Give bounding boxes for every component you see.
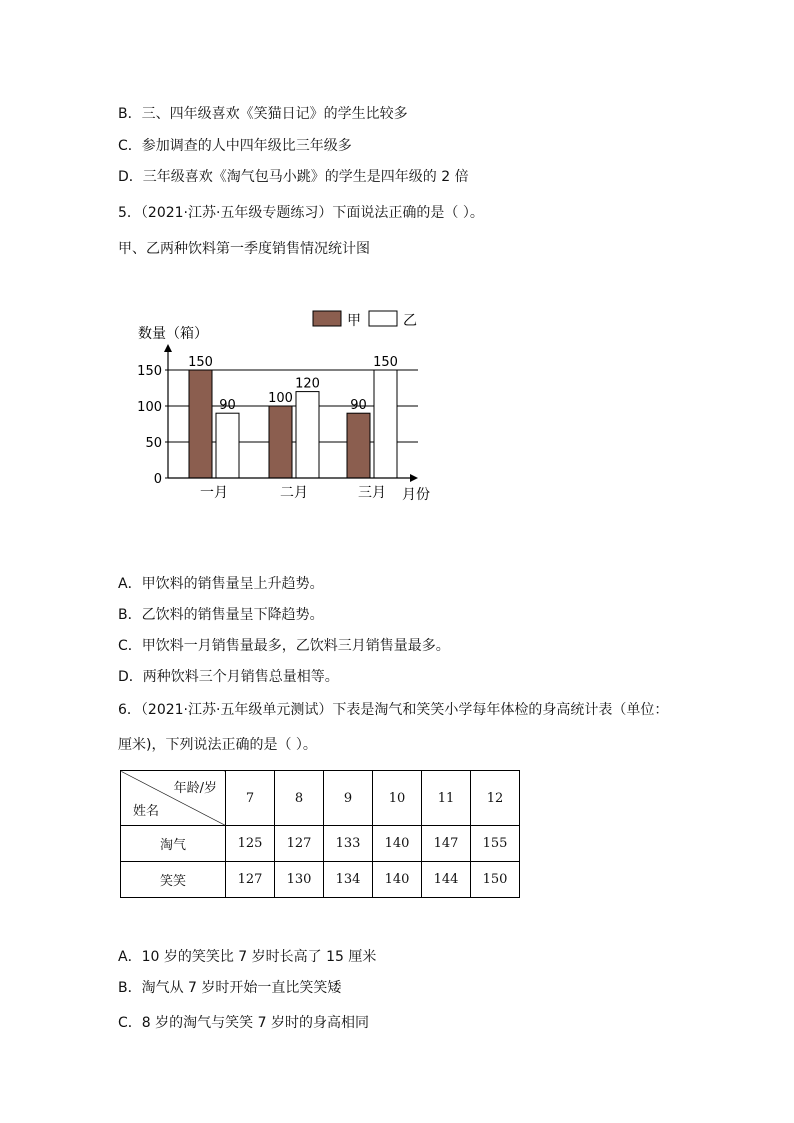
y-tick-label: 150 (137, 364, 162, 379)
value-cell: 144 (422, 862, 471, 898)
value-cell: 133 (324, 826, 373, 862)
name-cell: 笑笑 (121, 862, 226, 898)
bar (216, 413, 239, 478)
data-label: 150 (373, 355, 398, 370)
data-label: 120 (295, 376, 320, 392)
value-cell: 125 (226, 826, 275, 862)
value-cell: 127 (226, 862, 275, 898)
value-cell: 140 (373, 862, 422, 898)
data-label: 90 (350, 398, 367, 414)
data-label: 90 (219, 398, 236, 414)
value-cell: 147 (422, 826, 471, 862)
data-label: 150 (188, 355, 213, 370)
value-cell: 140 (373, 826, 422, 862)
y-axis-arrow (164, 344, 172, 352)
x-category-label: 二月 (280, 485, 308, 501)
table-row (121, 826, 520, 862)
option-c-prev: C．参加调查的人中四年级比三年级多 (118, 138, 352, 154)
question-6-stem-line2: 厘米)，下列说法正确的是（ ）。 (118, 737, 317, 753)
name-cell: 淘气 (121, 826, 226, 862)
table-header-row (121, 771, 520, 826)
x-category-label: 一月 (200, 485, 228, 501)
q5-option-d: D．两种饮料三个月销售总量相等。 (118, 669, 339, 685)
bar (269, 406, 292, 478)
q6-option-a: A．10 岁的笑笑比 7 岁时长高了 15 厘米 (118, 949, 377, 965)
legend-label: 乙 (403, 313, 417, 329)
legend-label: 甲 (347, 313, 361, 329)
table-row (121, 862, 520, 898)
bar (189, 370, 212, 478)
bar (347, 413, 370, 478)
value-cell: 134 (324, 862, 373, 898)
height-table (120, 770, 520, 898)
bar (296, 392, 319, 478)
header-diagonal-cell (121, 771, 226, 826)
q6-option-c: C．8 岁的淘气与笑笑 7 岁时的身高相同 (118, 1015, 369, 1031)
age-cell: 11 (422, 771, 471, 826)
q6-option-b: B．淘气从 7 岁时开始一直比笑笑矮 (118, 980, 342, 996)
age-cell: 10 (373, 771, 422, 826)
q5-option-c: C．甲饮料一月销售量最多，乙饮料三月销售量最多。 (118, 638, 450, 654)
bar (374, 370, 397, 478)
x-categories (200, 485, 386, 501)
x-category-label: 三月 (358, 485, 386, 501)
value-cell: 155 (471, 826, 520, 862)
x-axis-arrow (410, 474, 418, 482)
y-tick-label: 100 (137, 400, 162, 415)
chart-caption: 甲、乙两种饮料第一季度销售情况统计图 (118, 241, 370, 257)
data-label: 100 (268, 391, 293, 406)
value-cell: 127 (275, 826, 324, 862)
y-axis-label: 数量（箱） (138, 326, 208, 342)
legend-swatch (369, 311, 397, 326)
age-cell: 7 (226, 771, 275, 826)
header-age-label: 年龄/岁 (173, 781, 217, 796)
value-cell: 130 (275, 862, 324, 898)
age-cell: 8 (275, 771, 324, 826)
option-b-prev: B．三、四年级喜欢《笑猫日记》的学生比较多 (118, 106, 408, 122)
y-tick-label: 50 (145, 436, 162, 451)
age-cell: 12 (471, 771, 520, 826)
option-d-prev: D．三年级喜欢《淘气包马小跳》的学生是四年级的 2 倍 (118, 169, 469, 185)
age-cell: 9 (324, 771, 373, 826)
chart-legend (313, 311, 417, 329)
question-5-stem: 5．（2021·江苏·五年级专题练习）下面说法正确的是（ ）。 (118, 205, 484, 221)
y-ticks (137, 364, 168, 487)
question-6-stem-line1: 6．（2021·江苏·五年级单元测试）下表是淘气和笑笑小学每年体检的身高统计表（单位： (118, 702, 669, 718)
q5-option-b: B．乙饮料的销售量呈下降趋势。 (118, 607, 324, 623)
q5-option-a: A．甲饮料的销售量呈上升趋势。 (118, 576, 324, 592)
sales-bar-chart (118, 300, 448, 510)
header-name-label: 姓名 (133, 804, 160, 819)
x-axis-label: 月份 (402, 487, 430, 503)
value-cell: 150 (471, 862, 520, 898)
bars (188, 355, 398, 478)
legend-swatch (313, 311, 341, 326)
y-tick-label: 0 (153, 472, 162, 487)
